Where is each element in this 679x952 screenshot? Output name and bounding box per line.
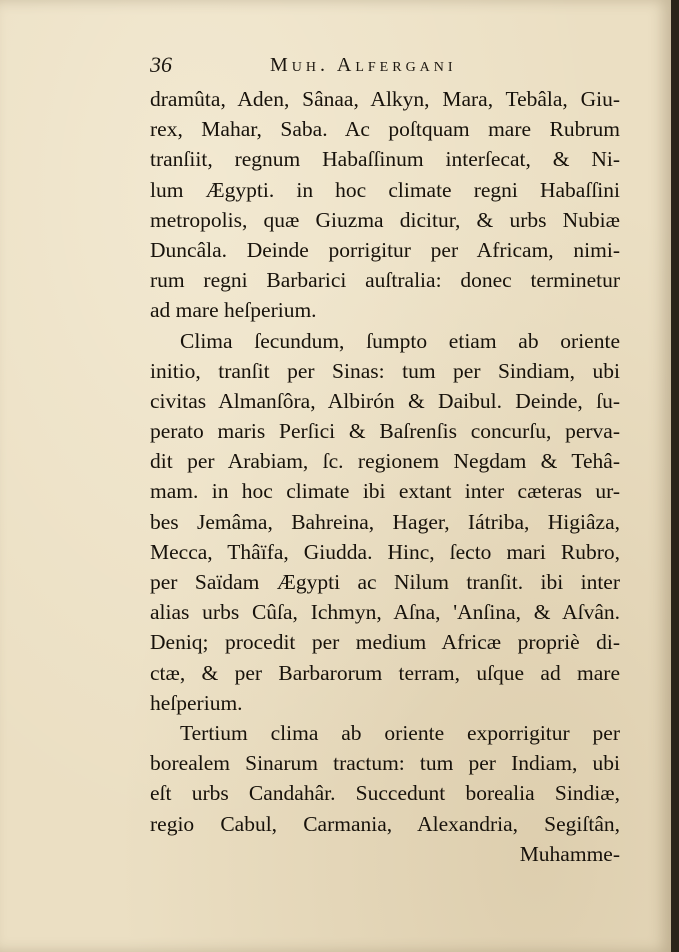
running-head: Muh. Alfergani bbox=[270, 54, 457, 76]
text-line: ctæ, & per Barbarorum terram, uſque ad mare bbox=[150, 660, 620, 685]
text-line: mam. in hoc climate ibi extant inter cæteras ur- bbox=[150, 479, 620, 504]
page-header bbox=[150, 52, 620, 84]
text-line: ad mare heſperium. bbox=[150, 298, 317, 323]
text-line: Deniq; procedit per medium Africæ propriè di- bbox=[150, 630, 620, 655]
text-line: Clima ſecundum, ſumpto etiam ab oriente bbox=[180, 328, 620, 353]
text-line: regio Cabul, Carmania, Alexandria, Segiſtân, bbox=[150, 811, 620, 836]
text-line: per Saïdam Ægypti ac Nilum tranſit. ibi inter bbox=[150, 570, 620, 594]
text-line: rex, Mahar, Saba. Ac poſtquam mare Rubrum bbox=[150, 117, 620, 142]
text-line: initio, tranſit per Sinas: tum per Sindiam, ubi bbox=[150, 358, 620, 383]
text-line: Mecca, Thâïfa, Giudda. Hinc, ſecto mari Rubro, bbox=[150, 539, 620, 564]
text-line: alias urbs Cûſa, Ichmyn, Aſna, 'Anſina, & Aſvân. bbox=[150, 600, 620, 625]
body-text bbox=[150, 84, 620, 869]
text-line: rum regni Barbarici auſtralia: donec terminetur bbox=[150, 268, 620, 293]
text-line: perato maris Perſici & Baſrenſis concurſu, perva- bbox=[150, 419, 620, 444]
binding-gutter bbox=[671, 0, 679, 952]
text-line: heſperium. bbox=[150, 690, 243, 715]
text-line: Tertium clima ab oriente exporrigitur per bbox=[180, 720, 620, 745]
catchword: Muhamme- bbox=[519, 841, 620, 866]
text-line: lum Ægypti. in hoc climate regni Habaſſini bbox=[150, 177, 620, 202]
text-line: eſt urbs Candahâr. Succedunt borealia Sindiæ, bbox=[150, 781, 620, 806]
page-number: 36 bbox=[150, 52, 172, 77]
text-line: Duncâla. Deinde porrigitur per Africam, nimi- bbox=[150, 237, 620, 262]
text-line: metropolis, quæ Giuzma dicitur, & urbs Nubiæ bbox=[150, 207, 620, 232]
text-line: borealem Sinarum tractum: tum per Indiam, ubi bbox=[150, 751, 620, 776]
text-line: dit per Arabiam, ſc. regionem Negdam & Tehâ- bbox=[150, 449, 620, 474]
text-line: dramûta, Aden, Sânaa, Alkyn, Mara, Tebâla, Giu- bbox=[150, 87, 620, 111]
text-line: tranſiit, regnum Habaſſinum interſecat, & Ni- bbox=[150, 147, 620, 172]
text-line: civitas Almanſôra, Albirón & Daibul. Deinde, ſu- bbox=[150, 388, 620, 413]
text-line: bes Jemâma, Bahreina, Hager, Iátriba, Higiâza, bbox=[150, 509, 620, 534]
